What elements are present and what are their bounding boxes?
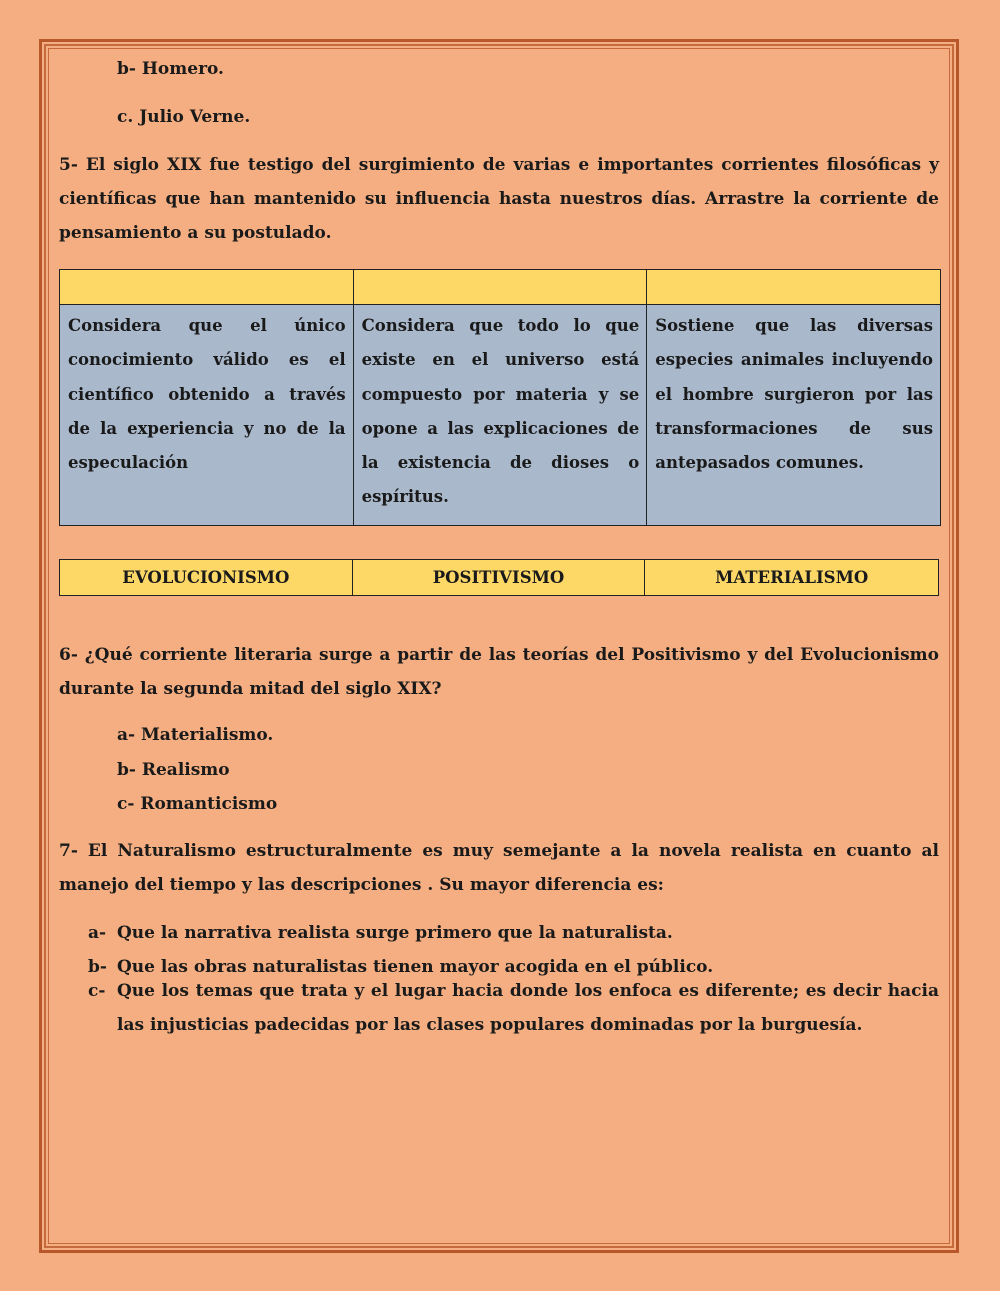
- prev-option-b: b- Homero.: [117, 59, 224, 79]
- drop-slot-1[interactable]: [60, 270, 354, 305]
- q7-option-c-text: Que los temas que trata y el lugar hacia donde los enfoca es diferente; es decir hacia las injusticias padecidas por las clases populares dominadas por la burguesía.: [117, 981, 939, 1035]
- q7-option-a-text: Que la narrativa realista surge primero que la naturalista.: [117, 923, 673, 943]
- question-7: 7- El Naturalismo estructuralmente es muy semejante a la novela realista en cuanto al manejo del tiempo y las descripciones . Su mayor diferencia es:: [59, 841, 939, 895]
- q7-option-b-text: Que las obras naturalistas tienen mayor acogida en el público.: [117, 957, 714, 977]
- drop-target-table: [59, 269, 941, 526]
- q6-option-c[interactable]: c- Romanticismo: [117, 794, 278, 814]
- postulate-1: Considera que el único conocimiento válido es el científico obtenido a través de la experiencia y no de la especulación: [60, 305, 354, 526]
- question-5: 5- El siglo XIX fue testigo del surgimiento de varias e importantes corrientes filosóficas y científicas que han mantenido su influencia hasta nuestros días. Arrastre la corriente de pensamiento a su postulado.: [59, 155, 939, 243]
- postulate-3: Sostiene que las diversas especies animales incluyendo el hombre surgieron por las transformaciones de sus antepasados comunes.: [647, 305, 941, 526]
- drag-label-evolucionismo[interactable]: EVOLUCIONISMO: [60, 560, 353, 596]
- drag-label-positivismo[interactable]: POSITIVISMO: [352, 560, 645, 596]
- q7-option-a-letter: a-: [88, 923, 107, 943]
- q7-option-c-letter: c-: [88, 981, 106, 1001]
- q6-option-a[interactable]: a- Materialismo.: [117, 725, 274, 745]
- q6-option-b[interactable]: b- Realismo: [117, 760, 230, 780]
- postulate-2: Considera que todo lo que existe en el universo está compuesto por materia y se opone a las explicaciones de la existencia de dioses o espíritus.: [353, 305, 647, 526]
- q7-option-c[interactable]: [88, 974, 939, 1042]
- drop-slot-3[interactable]: [647, 270, 941, 305]
- drag-label-materialismo[interactable]: MATERIALISMO: [645, 560, 939, 596]
- q7-option-a[interactable]: [88, 923, 673, 943]
- q7-option-b-letter: b-: [88, 957, 107, 977]
- question-6: 6- ¿Qué corriente literaria surge a partir de las teorías del Positivismo y del Evolucionismo durante la segunda mitad del siglo XIX?: [59, 645, 939, 699]
- prev-option-c: c. Julio Verne.: [117, 107, 251, 127]
- draggable-labels: [59, 559, 939, 596]
- drop-slot-2[interactable]: [353, 270, 647, 305]
